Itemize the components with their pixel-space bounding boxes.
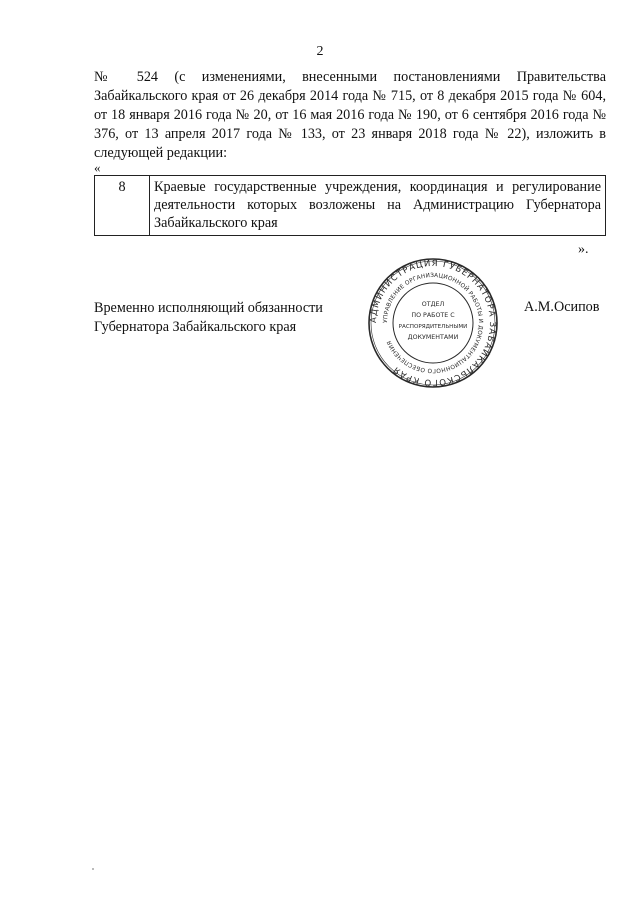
signatory-name: А.М.Осипов <box>524 299 600 315</box>
official-seal <box>367 257 499 389</box>
signer-position <box>94 299 323 337</box>
seal-center-line: РАСПОРЯДИТЕЛЬНЫМИ <box>398 324 468 330</box>
seal-center-line: ОТДЕЛ <box>421 301 445 308</box>
page-number: 2 <box>316 44 324 59</box>
seal-outer-text: АДМИНИСТРАЦИЯ ГУБЕРНАТОРА ЗАБАЙКАЛЬСКОГО КРАЯ <box>368 258 498 388</box>
signer-position-line1: Временно исполняющий обязанности <box>94 300 323 316</box>
closing-quote: ». <box>578 242 589 257</box>
schedule-table <box>94 175 606 236</box>
seal-center-line: ДОКУМЕНТАМИ <box>407 334 459 341</box>
table-row <box>95 176 606 236</box>
signer-position-line2: Губернатора Забайкальского края <box>94 319 297 335</box>
row-number: 8 <box>95 176 150 236</box>
opening-quote: « <box>94 160 101 175</box>
scan-dot <box>92 868 94 870</box>
seal-inner-text: УПРАВЛЕНИЕ ОРГАНИЗАЦИОННОЙ РАБОТЫ И ДОКУМЕНТАЦИОННОГО ОБЕСПЕЧЕНИЯ <box>382 272 484 374</box>
intro-paragraph: № 524 (с изменениями, внесенными постановлениями Правительства Забайкальского края от 26 декабря 2014 года № 715, от 8 декабря 2015 года № 604, от 18 января 2016 года № 20, от 16 мая 2016 года № 190, от 6 сентября 2016 года № 376, от 13 апреля 2017 года № 133, от 23 января 2018 года № 22), изложить в следующей редакции: <box>94 69 606 161</box>
svg-text:УПРАВЛЕНИЕ ОРГАНИЗАЦИОННОЙ РАБ <box>383 273 483 373</box>
seal-center-line: ПО РАБОТЕ С <box>411 312 455 319</box>
row-text: Краевые государственные учреждения, координация и регулирование деятельности которых возложены на Администрацию Губернатора Забайкальского края <box>150 176 606 236</box>
